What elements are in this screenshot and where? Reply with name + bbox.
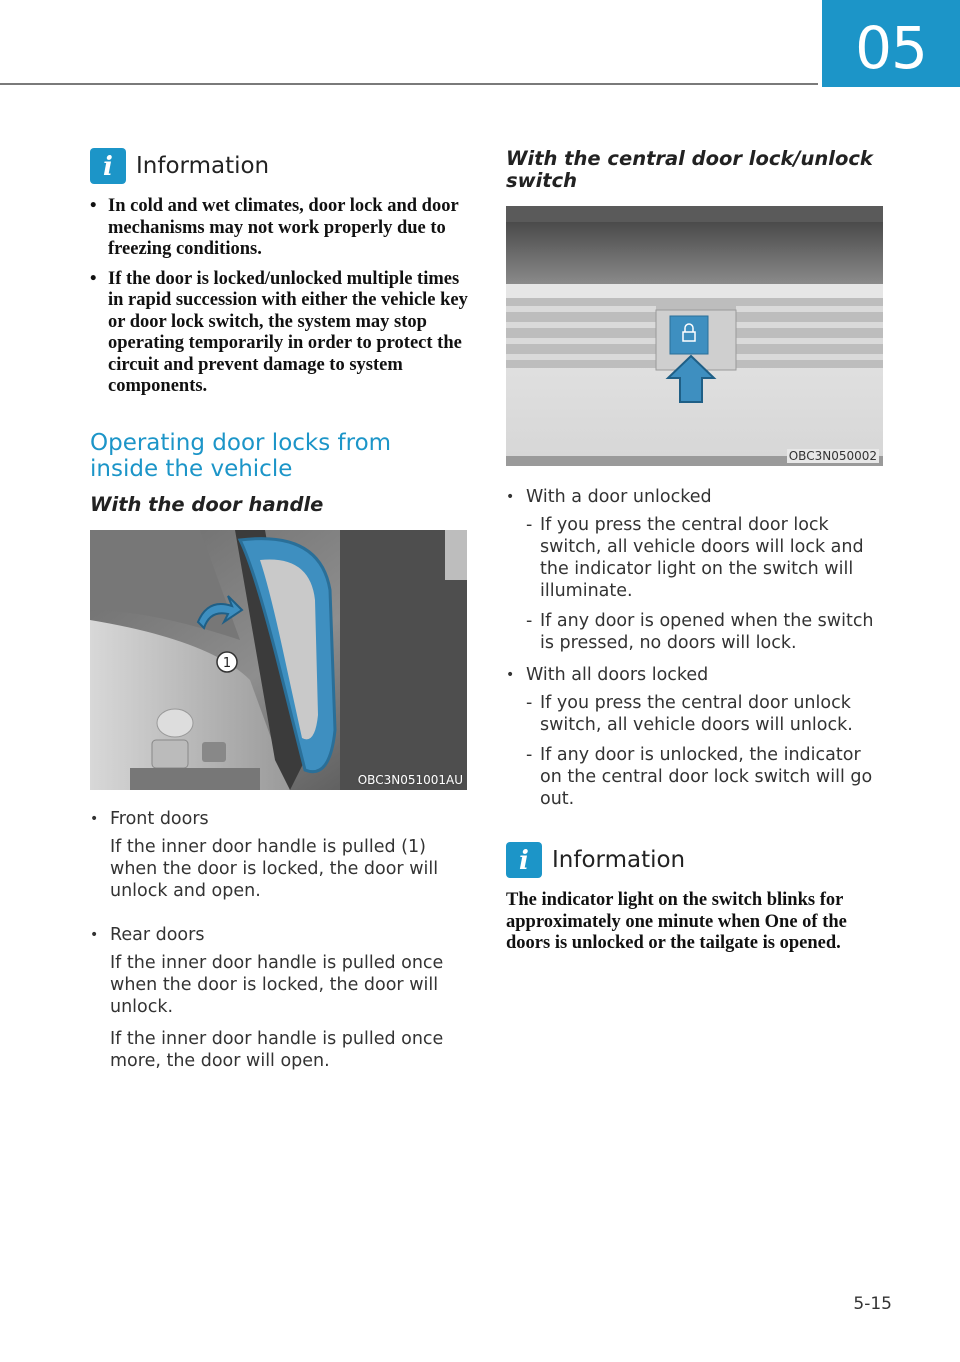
subsection-title: With the central door lock/unlock switch [506, 147, 873, 192]
rear-doors-block [90, 924, 470, 1072]
chapter-tab: 05 [822, 0, 960, 87]
rear-doors-text: If the inner door handle is pulled once more, the door will open. [110, 1028, 444, 1071]
info-title: Information [552, 847, 686, 873]
central-switch-figure [506, 206, 883, 466]
locked-sub: - If you press the central door unlock switch, all vehicle doors will unlock. [506, 692, 886, 736]
info-heading [506, 842, 886, 878]
info-text: The indicator light on the switch blinks for approximately one minute when One of the doors is unlocked or the tailgate is opened. [506, 890, 847, 953]
front-doors-label: • Front doors [90, 808, 470, 830]
section-title: Operating door locks from inside the vehicle [90, 429, 392, 482]
front-doors-text: If the inner door handle is pulled (1) when the door is locked, the door will unlock and open. [110, 836, 439, 901]
info-heading [90, 148, 470, 184]
locked-block [506, 664, 886, 810]
front-doors-block [90, 808, 470, 902]
unlocked-block [506, 486, 886, 654]
info-item: • In cold and wet climates, door lock and door mechanisms may not work properly due to freezing conditions. [90, 196, 470, 261]
rear-doors-label: • Rear doors [90, 924, 470, 946]
door-handle-figure [90, 530, 467, 790]
unlocked-label: • With a door unlocked [506, 486, 886, 508]
rear-doors-text: If the inner door handle is pulled once when the door is locked, the door will unlock. [110, 952, 444, 1017]
figure-code: OBC3N050002 [788, 449, 877, 463]
subsection-title: With the door handle [90, 492, 324, 516]
left-column [90, 140, 470, 1072]
info-title: Information [136, 153, 270, 179]
info-list [90, 196, 470, 398]
right-column [506, 140, 886, 955]
door-handle-illustration [90, 530, 467, 790]
locked-label: • With all doors locked [506, 664, 886, 686]
callout-label: 1 [222, 655, 232, 671]
header-rule [0, 83, 818, 85]
info-icon: i [506, 842, 542, 878]
locked-sub: - If any door is unlocked, the indicator on the central door lock switch will go out. [506, 744, 886, 810]
info-icon: i [90, 148, 126, 184]
unlocked-sub: - If any door is opened when the switch is pressed, no doors will lock. [506, 610, 886, 654]
info-item: • If the door is locked/unlocked multiple times in rapid succession with either the vehicle key or door lock switch, the system may stop operating temporarily in order to protect the circuit and prevent damage to system components. [90, 269, 470, 398]
page-number: 5-15 [853, 1294, 892, 1314]
central-switch-illustration [506, 206, 883, 466]
figure-code: OBC3N051001AU [357, 772, 463, 787]
unlocked-sub: - If you press the central door lock switch, all vehicle doors will lock and the indicator light on the switch will illuminate. [506, 514, 886, 602]
